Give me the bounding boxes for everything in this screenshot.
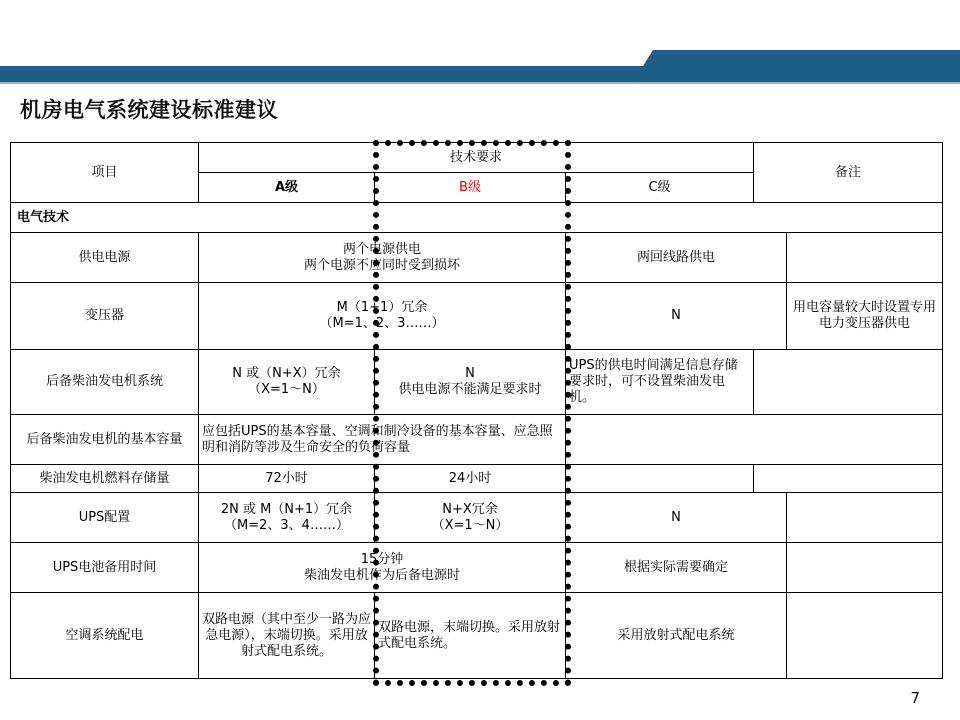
row-note <box>566 415 943 465</box>
table-row <box>11 233 943 283</box>
table-row <box>11 493 943 543</box>
row-note <box>787 543 943 593</box>
row-ab-value: 两个电源供电 两个电源不应同时受到损坏 <box>199 233 566 283</box>
electrical-standards-table <box>10 142 943 679</box>
row-c-value: 采用放射式配电系统 <box>566 593 787 679</box>
table-row <box>11 350 943 415</box>
row-a-value: N 或（N+X）冗余 （X=1～N） <box>199 350 375 415</box>
row-label: 供电电源 <box>11 233 199 283</box>
row-note <box>754 465 943 493</box>
row-c-value: N <box>566 283 787 350</box>
header-grade-a: A级 <box>199 173 375 203</box>
table-row <box>11 415 943 465</box>
row-label: 后备柴油发电机的基本容量 <box>11 415 199 465</box>
row-note <box>754 350 943 415</box>
row-ab-value: M（1+1）冗余 （M=1、2、3……） <box>199 283 566 350</box>
table-row <box>11 543 943 593</box>
row-a-value: 2N 或 M（N+1）冗余 （M=2、3、4……） <box>199 493 375 543</box>
row-ab-value: 应包括UPS的基本容量、空调和制冷设备的基本容量、应急照明和消防等涉及生命安全的负荷容量 <box>199 415 566 465</box>
row-label: 空调系统配电 <box>11 593 199 679</box>
row-b-value: N+X冗余 （X=1～N） <box>375 493 566 543</box>
row-label: 变压器 <box>11 283 199 350</box>
section-label: 电气技术 <box>11 203 943 233</box>
row-c-value <box>566 465 754 493</box>
row-note: 用电容量较大时设置专用电力变压器供电 <box>787 283 943 350</box>
header-note: 备注 <box>754 143 943 203</box>
page-title: 机房电气系统建设标准建议 <box>20 98 278 122</box>
row-ab-value: 15分钟 柴油发电机作为后备电源时 <box>199 543 566 593</box>
row-note <box>787 593 943 679</box>
row-a-value: 72小时 <box>199 465 375 493</box>
table-row <box>11 283 943 350</box>
page-number: 7 <box>910 689 920 707</box>
table-row <box>11 465 943 493</box>
row-c-value: 两回线路供电 <box>566 233 787 283</box>
table-row <box>11 593 943 679</box>
row-a-value: 双路电源（其中至少一路为应急电源），末端切换。采用放射式配电系统。 <box>199 593 375 679</box>
row-c-value: 根据实际需要确定 <box>566 543 787 593</box>
row-b-value: 24小时 <box>375 465 566 493</box>
section-row <box>11 203 943 233</box>
header-item: 项目 <box>11 143 199 203</box>
row-b-value: N 供电电源不能满足要求时 <box>375 350 566 415</box>
header-grade-b: B级 <box>375 173 566 203</box>
header-grade-c: C级 <box>566 173 754 203</box>
row-note <box>787 493 943 543</box>
row-c-value: UPS的供电时间满足信息存储要求时，可不设置柴油发电机。 <box>566 350 754 415</box>
row-b-value: 双路电源，末端切换。采用放射式配电系统。 <box>375 593 566 679</box>
row-label: UPS配置 <box>11 493 199 543</box>
row-label: 柴油发电机燃料存储量 <box>11 465 199 493</box>
header-banner <box>0 0 960 90</box>
row-note <box>787 233 943 283</box>
row-c-value: N <box>566 493 787 543</box>
row-label: 后备柴油发电机系统 <box>11 350 199 415</box>
row-label: UPS电池备用时间 <box>11 543 199 593</box>
header-tech: 技术要求 <box>199 143 754 173</box>
table-header-row <box>11 143 943 173</box>
